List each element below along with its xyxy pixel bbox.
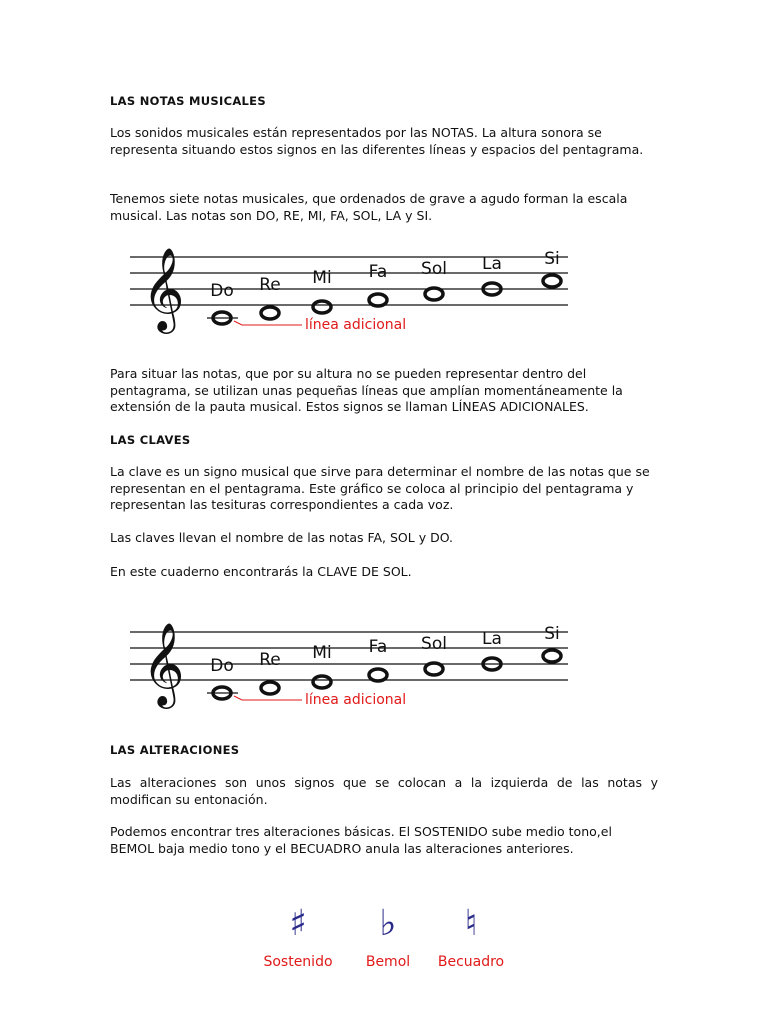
note-sol	[421, 259, 447, 300]
note-label: Do	[210, 281, 234, 301]
accidental-label: Sostenido	[263, 954, 333, 970]
note-label: Fa	[368, 262, 388, 282]
ledger-pointer	[234, 321, 302, 325]
note-mi	[312, 268, 331, 313]
note-label: Re	[259, 275, 281, 295]
note-sol	[421, 634, 447, 675]
paragraph: Los sonidos musicales están representados por las NOTAS. La altura sonora se representa situando estos signos en las diferentes líneas y espacios del pentagrama.	[110, 125, 644, 157]
note-label: Fa	[368, 637, 388, 657]
paragraph: La clave es un signo musical que sirve para determinar el nombre de las notas que se representan en el pentagrama. Este gráfico se coloca al principio del pentagrama y representan las tesituras correspondientes a cada voz.	[110, 464, 650, 512]
note-label: Do	[210, 656, 234, 676]
staff-figure	[0, 230, 600, 340]
whole-note-icon	[369, 669, 387, 681]
note-label: Sol	[421, 259, 447, 279]
note-label: La	[482, 254, 502, 274]
whole-note-icon	[425, 288, 443, 300]
note-mi	[312, 643, 331, 688]
paragraph: Las claves llevan el nombre de las notas FA, SOL y DO.	[110, 530, 454, 545]
accidental-bemol	[366, 903, 410, 970]
section-heading-alteraciones: LAS ALTERACIONES	[110, 743, 240, 757]
note-fa	[369, 262, 388, 306]
whole-note-icon	[261, 307, 279, 319]
ledger-pointer	[234, 696, 302, 700]
note-label: Mi	[312, 643, 332, 663]
whole-note-icon	[543, 650, 561, 662]
treble-clef-icon: 𝄞	[142, 621, 185, 705]
note-re	[259, 650, 281, 694]
accidental-label: Bemol	[365, 954, 411, 970]
whole-note-icon	[369, 294, 387, 306]
flat-icon: ♭	[379, 903, 397, 944]
note-si	[543, 624, 561, 662]
staff-figure	[0, 605, 600, 715]
note-label: Re	[259, 650, 281, 670]
treble-clef-icon: 𝄞	[142, 246, 185, 330]
whole-note-icon	[261, 682, 279, 694]
paragraph: Tenemos siete notas musicales, que ordenados de grave a agudo forman la escala musical. Las notas son DO, RE, MI, FA, SOL, LA y SI.	[110, 191, 628, 223]
paragraph: En este cuaderno encontrarás la CLAVE DE SOL.	[110, 564, 412, 579]
accidental-becuadro	[438, 903, 504, 970]
paragraph: Las alteraciones son unos signos que se colocan a la izquierda de las notas y modifican su entonación.	[110, 775, 658, 807]
note-label: La	[482, 629, 502, 649]
section-heading-notas: LAS NOTAS MUSICALES	[110, 94, 266, 108]
paragraph: Podemos encontrar tres alteraciones básicas. El SOSTENIDO sube medio tono,el BEMOL baja medio tono y el BECUADRO anula las alteraciones anteriores.	[110, 824, 612, 856]
accidental-label: Becuadro	[437, 954, 505, 970]
section-heading-claves: LAS CLAVES	[110, 433, 191, 447]
accidental-sostenido	[263, 903, 332, 970]
accidentals-figure	[0, 895, 768, 985]
ledger-label: línea adicional	[305, 317, 407, 333]
note-label: Si	[544, 624, 560, 644]
whole-note-icon	[313, 301, 331, 313]
ledger-label: línea adicional	[305, 692, 407, 708]
note-si	[543, 249, 561, 287]
whole-note-icon	[425, 663, 443, 675]
note-label: Si	[544, 249, 560, 269]
note-label: Mi	[312, 268, 332, 288]
note-re	[259, 275, 281, 319]
whole-note-icon	[543, 275, 561, 287]
sharp-icon: ♯	[289, 903, 307, 944]
whole-note-icon	[313, 676, 331, 688]
note-fa	[369, 637, 388, 681]
note-label: Sol	[421, 634, 447, 654]
natural-icon: ♮	[464, 903, 478, 944]
paragraph: Para situar las notas, que por su altura no se pueden representar dentro del pentagrama, se utilizan unas pequeñas líneas que amplían momentáneamente la extensión de la pauta musical. Estos signos se llaman LÍNEAS ADICIONALES.	[110, 366, 623, 414]
